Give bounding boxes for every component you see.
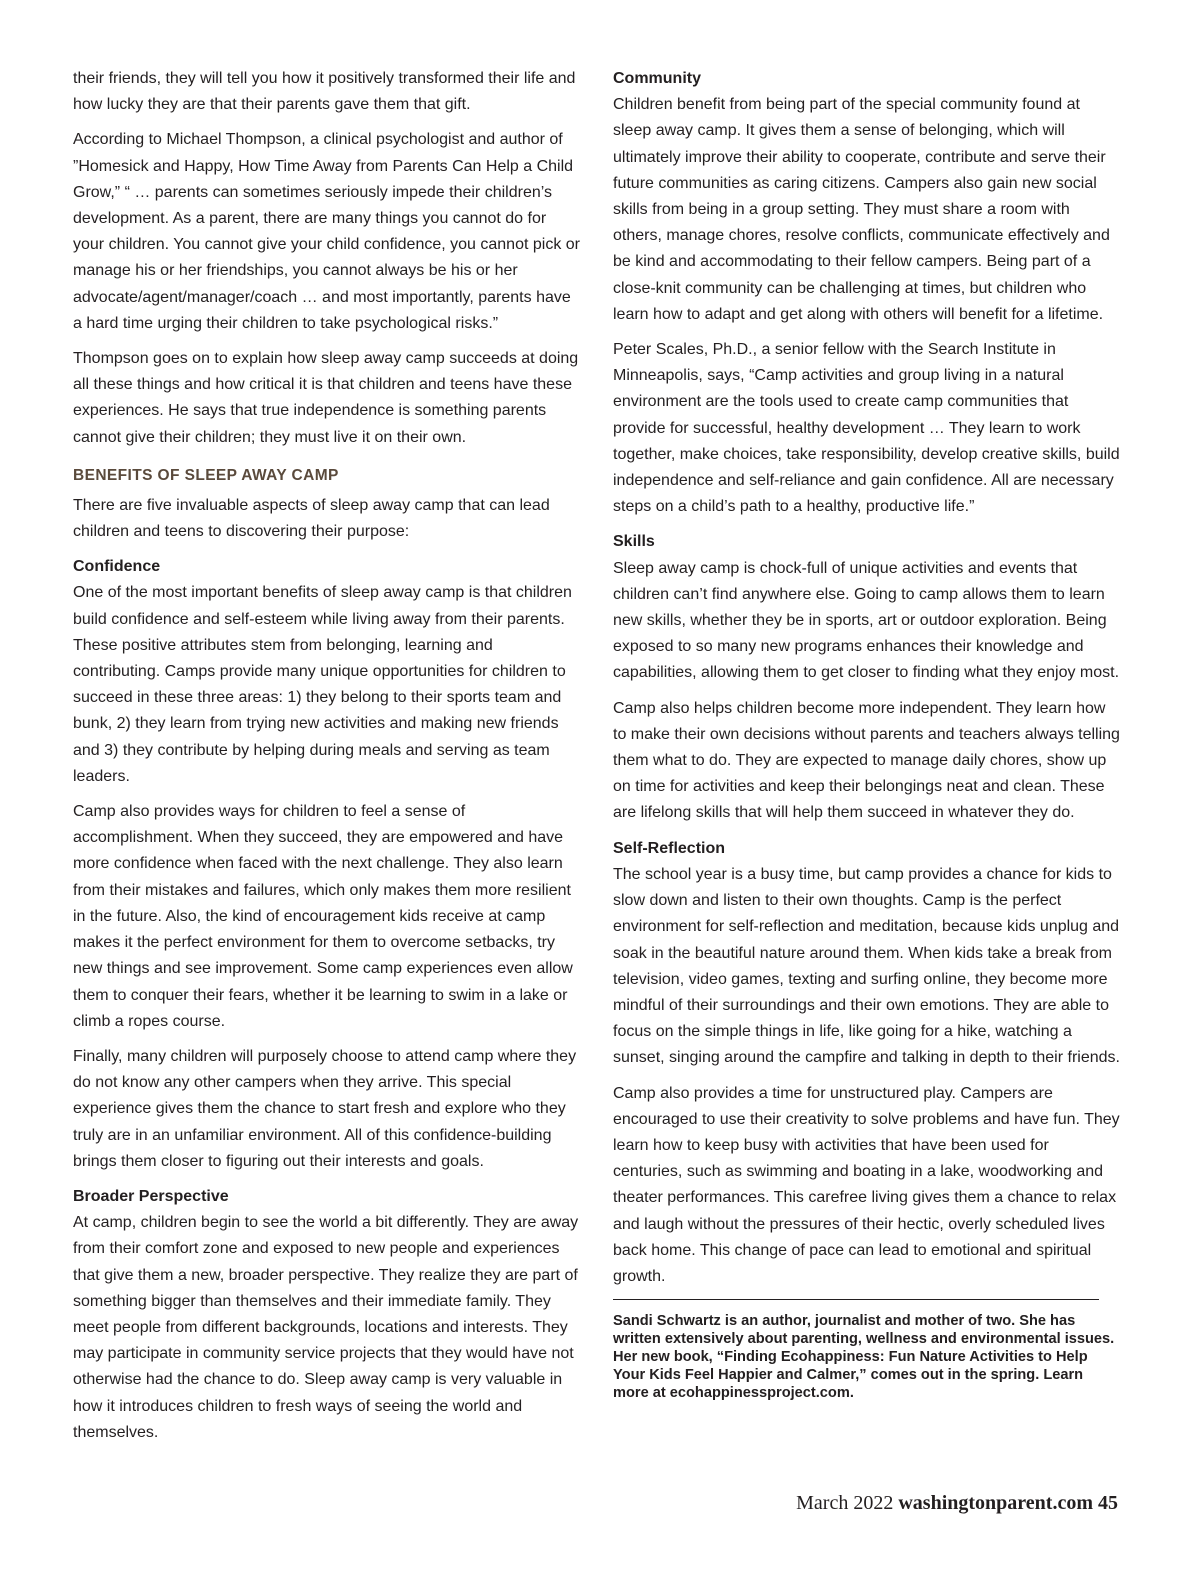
broader-perspective-paragraph: At camp, children begin to see the world a bit differently. They are away from their comfort zone and exposed to new people and experiences that give them a new, broader perspective. They realize they are part of something bigger than themselves and their immediate family. They meet people from different backgrounds, locations and interests. They may participate in community service projects that they would have not otherwise had the chance to do. Sleep away camp is very valuable in how it introduces children to fresh ways of seeing the world and themselves.: [73, 1214, 579, 1441]
intro-continued-paragraph: their friends, they will tell you how it positively transformed their life and how lucky they are that their parents gave them that gift.: [73, 70, 576, 114]
bio-divider: [613, 1299, 1099, 1300]
author-bio: Sandi Schwartz is an author, journalist and mother of two. She has written extensively about parenting, wellness and environmental issues. Her new book, “Finding Ecohappiness: Fun Nature Activities to Help Your Kids Feel Happier and Calmer,” comes out in the spring. Learn more at ecohappinessproject.com.: [613, 1313, 1115, 1402]
skills-heading: Skills: [613, 533, 655, 551]
skills-paragraph-1: Sleep away camp is chock-full of unique activities and events that children can’t find anywhere else. Going to camp allows them to learn new skills, whether they be in sports, art or outdoor exploration. Being exposed to so many new programs enhances their knowledge and capabilities, allowing them to get closer to finding what they enjoy most.: [613, 559, 1120, 682]
community-paragraph-1: Children benefit from being part of the special community found at sleep away camp. It gives them a sense of belonging, which will ultimately improve their ability to cooperate, contribute and serve their future communities as caring citizens. Campers also gain new social skills from being in a group setting. They must share a room with others, manage chores, resolve conflicts, communicate effectively and be kind and accommodating to their fellow campers. Being part of a close-knit community can be challenging at times, but children who learn how to adapt and get along with others will benefit for a lifetime.: [613, 96, 1110, 323]
skills-paragraph-2: Camp also helps children become more independent. They learn how to make their own decisions without parents and teachers always telling them what to do. They are expected to manage daily chores, show up on time for activities and keep their belongings neat and clean. These are lifelong skills that will help them succeed in whatever they do.: [613, 699, 1120, 822]
thompson-explains-paragraph: Thompson goes on to explain how sleep away camp succeeds at doing all these things and how critical it is that children and teens have these experiences. He says that true independence is something parents cannot give their children; they must live it on their own.: [73, 350, 579, 446]
confidence-paragraph-3: Finally, many children will purposely choose to attend camp where they do not know any other campers when they arrive. This special experience gives them the chance to start fresh and explore who they truly are in an unfamiliar environment. All of this confidence-building brings them closer to figuring out their interests and goals.: [73, 1047, 577, 1170]
community-paragraph-2: Peter Scales, Ph.D., a senior fellow with the Search Institute in Minneapolis, says, “Camp activities and group living in a natural environment are the tools used to create camp communities that provide for successful, healthy development … They learn to work together, make choices, take responsibility, develop creative skills, build independence and self-reliance and gain confidence. All are necessary steps on a child’s path to a healthy, productive life.”: [613, 341, 1120, 516]
left-column: [73, 66, 581, 1455]
community-heading: Community: [613, 70, 701, 87]
confidence-paragraph-1: One of the most important benefits of sleep away camp is that children build confidence and self-esteem while living away from their parents. These positive attributes stem from belonging, learning and contributing. Camps provide many unique opportunities for children to succeed in these three areas: 1) they belong to their sports team and bunk, 2) they learn from trying new activities and making new friends and 3) they contribute by helping during meals and serving as team leaders.: [73, 584, 572, 785]
page-footer: [796, 1492, 1118, 1515]
self-reflection-heading: Self-Reflection: [613, 839, 726, 857]
self-reflection-paragraph-1: The school year is a busy time, but camp provides a chance for kids to slow down and listen to their own thoughts. Camp is the perfect environment for self-reflection and meditation, because kids unplug and soak in the beautiful nature around them. When kids take a break from television, video games, texting and surfing online, they become more mindful of their surroundings and their own emotions. They are able to focus on the simple things in life, like going for a hike, watching a sunset, singing around the campfire and talking in depth to their friends.: [613, 865, 1120, 1067]
five-aspects-paragraph: There are five invaluable aspects of sleep away camp that can lead children and teens to discovering their purpose:: [73, 496, 550, 541]
right-column: [613, 66, 1121, 1402]
confidence-paragraph-2: Camp also provides ways for children to feel a sense of accomplishment. When they succeed, they are empowered and have more confidence when faced with the next challenge. They also learn from their mistakes and failures, which only makes them more resilient in the future. Also, the kind of encouragement kids receive at camp makes it the perfect environment for them to overcome setbacks, try new things and see improvement. Some camp experiences even allow them to conquer their fears, whether it be learning to swim in a lake or climb a ropes course.: [73, 803, 573, 1030]
footer-site: washingtonparent.com: [898, 1492, 1093, 1514]
thompson-quote-paragraph: According to Michael Thompson, a clinical psychologist and author of ”Homesick and Happy, How Time Away from Parents Can Help a Child Grow,” “ … parents can sometimes seriously impede their children’s development. As a parent, there are many things you cannot do for your children. You cannot give your child confidence, you cannot pick or manage his or her friendships, you cannot always be his or her advocate/agent/manager/coach … and most importantly, parents have a hard time urging their children to take psychological risks.”: [73, 131, 580, 332]
page-number: 45: [1098, 1492, 1118, 1514]
footer-date: March 2022: [796, 1492, 894, 1514]
self-reflection-paragraph-2: Camp also provides a time for unstructured play. Campers are encouraged to use their creativity to solve problems and have fun. They learn how to keep busy with activities that have been used for centuries, such as swimming and boating in a lake, woodworking and theater performances. This carefree living gives them a chance to relax and laugh without the pressures of their hectic, overly scheduled lives back home. This change of pace can lead to emotional and spiritual growth.: [613, 1084, 1120, 1285]
confidence-heading: Confidence: [73, 558, 161, 576]
broader-perspective-heading: Broader Perspective: [73, 1187, 229, 1205]
section-heading: BENEFITS OF SLEEP AWAY CAMP: [73, 466, 339, 484]
